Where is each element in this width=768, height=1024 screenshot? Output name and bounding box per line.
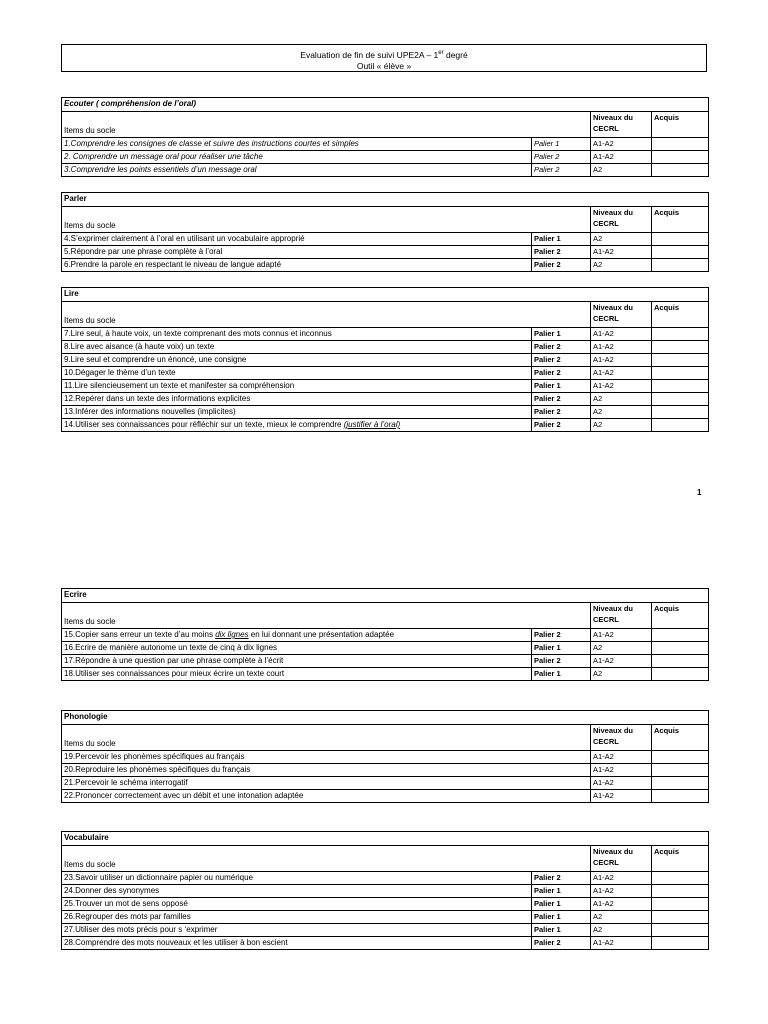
acquis-cell[interactable]: [652, 898, 709, 911]
acquis-cell[interactable]: [652, 790, 709, 803]
niveau: A1-A2: [591, 380, 652, 393]
niveaux-header: Niveaux du CECRL: [591, 112, 652, 138]
acquis-header: Acquis: [652, 725, 709, 751]
table-row: [62, 790, 709, 803]
acquis-cell[interactable]: [652, 246, 709, 259]
niveau: A1-A2: [591, 872, 652, 885]
item-text: 28.Comprendre des mots nouveaux et les utiliser à bon escient: [62, 937, 532, 950]
item-text: 17.Répondre à une question par une phrase complète à l’écrit: [62, 655, 532, 668]
palier: Palier 2: [532, 341, 591, 354]
acquis-cell[interactable]: [652, 764, 709, 777]
section-title: Lire: [62, 288, 709, 302]
table-row: [62, 259, 709, 272]
table-row: [62, 764, 709, 777]
table-row: [62, 885, 709, 898]
palier: Palier 1: [532, 924, 591, 937]
table-row: [62, 406, 709, 419]
niveau: A1-A2: [591, 246, 652, 259]
item-text: 27.Utiliser des mots précis pour s ‘exprimer: [62, 924, 532, 937]
item-text: 7.Lire seul, à haute voix, un texte comprenant des mots connus et inconnus: [62, 328, 532, 341]
palier: Palier 1: [532, 138, 591, 151]
title-line-1: Evaluation de fin de suivi UPE2A – 1er degré: [300, 49, 468, 60]
palier: Palier 1: [532, 885, 591, 898]
palier: Palier 1: [532, 642, 591, 655]
section-title: Parler: [62, 193, 709, 207]
section-title: Phonologie: [62, 711, 709, 725]
niveaux-header: Niveaux du CECRL: [591, 725, 652, 751]
acquis-cell[interactable]: [652, 642, 709, 655]
item-text: 6.Prendre la parole en respectant le niveau de langue adapté: [62, 259, 532, 272]
niveau: A2: [591, 911, 652, 924]
item-text: 25.Trouver un mot de sens opposé: [62, 898, 532, 911]
section-title: Vocabulaire: [62, 832, 709, 846]
acquis-cell[interactable]: [652, 751, 709, 764]
section-parler: [61, 192, 709, 272]
item-text: 24.Donner des synonymes: [62, 885, 532, 898]
document-title: [61, 44, 707, 72]
palier: Palier 2: [532, 937, 591, 950]
item-text: 13.Inférer des informations nouvelles (implicites): [62, 406, 532, 419]
section-lire: [61, 287, 709, 432]
section-title: Ecrire: [62, 589, 709, 603]
items-header: Items du socle: [62, 603, 591, 629]
table-row: [62, 328, 709, 341]
niveaux-header: Niveaux du CECRL: [591, 603, 652, 629]
section-phonologie: [61, 710, 709, 803]
item-text: 18.Utiliser ses connaissances pour mieux écrire un texte court: [62, 668, 532, 681]
section-title: Ecouter ( compréhension de l’oral): [62, 98, 709, 112]
palier: Palier 1: [532, 898, 591, 911]
niveau: A1-A2: [591, 138, 652, 151]
acquis-header: Acquis: [652, 846, 709, 872]
acquis-header: Acquis: [652, 112, 709, 138]
items-header: Items du socle: [62, 112, 591, 138]
item-text: 14.Utiliser ses connaissances pour réfléchir sur un texte, mieux le comprendre (justifier à l’oral): [62, 419, 532, 432]
table-row: [62, 629, 709, 642]
section-ecrire: [61, 588, 709, 681]
acquis-cell[interactable]: [652, 937, 709, 950]
table-row: [62, 341, 709, 354]
acquis-cell[interactable]: [652, 380, 709, 393]
acquis-cell[interactable]: [652, 259, 709, 272]
palier: Palier 2: [532, 655, 591, 668]
palier: Palier 1: [532, 233, 591, 246]
item-text: 9.Lire seul et comprendre un énoncé, une consigne: [62, 354, 532, 367]
section-ecouter: [61, 97, 709, 177]
palier: Palier 2: [532, 259, 591, 272]
table-row: [62, 655, 709, 668]
palier: Palier 2: [532, 406, 591, 419]
niveau: A2: [591, 233, 652, 246]
items-header: Items du socle: [62, 302, 591, 328]
table-row: [62, 354, 709, 367]
niveau: A1-A2: [591, 898, 652, 911]
palier: Palier 2: [532, 354, 591, 367]
acquis-cell[interactable]: [652, 328, 709, 341]
acquis-cell[interactable]: [652, 924, 709, 937]
acquis-cell[interactable]: [652, 629, 709, 642]
table-row: [62, 872, 709, 885]
acquis-cell[interactable]: [652, 777, 709, 790]
acquis-cell[interactable]: [652, 419, 709, 432]
acquis-header: Acquis: [652, 207, 709, 233]
palier: Palier 1: [532, 380, 591, 393]
acquis-cell[interactable]: [652, 138, 709, 151]
item-text: 11.Lire silencieusement un texte et manifester sa compréhension: [62, 380, 532, 393]
item-text: 23.Savoir utiliser un dictionnaire papier ou numérique: [62, 872, 532, 885]
item-text: 1.Comprendre les consignes de classe et suivre des instructions courtes et simples: [62, 138, 532, 151]
palier: Palier 2: [532, 872, 591, 885]
table-row: [62, 419, 709, 432]
item-text: 21.Percevoir le schéma interrogatif: [62, 777, 591, 790]
acquis-cell[interactable]: [652, 354, 709, 367]
niveau: A1-A2: [591, 937, 652, 950]
table-row: [62, 751, 709, 764]
item-text: 5.Répondre par une phrase complète à l’oral: [62, 246, 532, 259]
item-text: 10.Dégager le thème d’un texte: [62, 367, 532, 380]
table-row: [62, 777, 709, 790]
niveau: A2: [591, 164, 652, 177]
acquis-cell[interactable]: [652, 164, 709, 177]
item-text: 22.Prononcer correctement avec un débit et une intonation adaptée: [62, 790, 591, 803]
acquis-cell[interactable]: [652, 655, 709, 668]
item-text: 19.Percevoir les phonèmes spécifiques au français: [62, 751, 591, 764]
table-row: [62, 898, 709, 911]
palier: Palier 1: [532, 911, 591, 924]
acquis-header: Acquis: [652, 603, 709, 629]
niveau: A1-A2: [591, 751, 652, 764]
table-row: [62, 924, 709, 937]
niveau: A1-A2: [591, 367, 652, 380]
niveaux-header: Niveaux du CECRL: [591, 846, 652, 872]
table-row: [62, 642, 709, 655]
niveaux-header: Niveaux du CECRL: [591, 207, 652, 233]
acquis-cell[interactable]: [652, 341, 709, 354]
acquis-cell[interactable]: [652, 393, 709, 406]
table-row: [62, 668, 709, 681]
palier: Palier 2: [532, 164, 591, 177]
niveau: A1-A2: [591, 885, 652, 898]
acquis-cell[interactable]: [652, 872, 709, 885]
table-row: [62, 911, 709, 924]
table-row: [62, 164, 709, 177]
acquis-cell[interactable]: [652, 151, 709, 164]
niveau: A2: [591, 668, 652, 681]
title-line-2: Outil « élève »: [356, 60, 412, 71]
table-row: [62, 233, 709, 246]
acquis-cell[interactable]: [652, 885, 709, 898]
niveau: A2: [591, 419, 652, 432]
palier: Palier 2: [532, 151, 591, 164]
palier: Palier 2: [532, 393, 591, 406]
items-header: Items du socle: [62, 207, 591, 233]
niveaux-header: Niveaux du CECRL: [591, 302, 652, 328]
item-text: 20.Reproduire les phonèmes spécifiques du français: [62, 764, 591, 777]
table-row: [62, 380, 709, 393]
niveau: A1-A2: [591, 151, 652, 164]
item-text: 2. Comprendre un message oral pour réaliser une tâche: [62, 151, 532, 164]
niveau: A1-A2: [591, 655, 652, 668]
table-row: [62, 246, 709, 259]
acquis-cell[interactable]: [652, 233, 709, 246]
item-text: 15.Copier sans erreur un texte d’au moins dix lignes en lui donnant une présentation adaptée: [62, 629, 532, 642]
item-text: 8.Lire avec aisance (à haute voix) un texte: [62, 341, 532, 354]
niveau: A2: [591, 924, 652, 937]
acquis-cell[interactable]: [652, 668, 709, 681]
table-row: [62, 367, 709, 380]
item-text: 26.Regrouper des mots par familles: [62, 911, 532, 924]
items-header: Items du socle: [62, 725, 591, 751]
acquis-header: Acquis: [652, 302, 709, 328]
niveau: A1-A2: [591, 764, 652, 777]
acquis-cell[interactable]: [652, 911, 709, 924]
item-text: 4.S’exprimer clairement à l’oral en utilisant un vocabulaire approprié: [62, 233, 532, 246]
acquis-cell[interactable]: [652, 406, 709, 419]
niveau: A1-A2: [591, 790, 652, 803]
niveau: A1-A2: [591, 328, 652, 341]
table-row: [62, 393, 709, 406]
table-row: [62, 937, 709, 950]
niveau: A1-A2: [591, 777, 652, 790]
niveau: A2: [591, 393, 652, 406]
palier: Palier 1: [532, 328, 591, 341]
niveau: A2: [591, 259, 652, 272]
niveau: A1-A2: [591, 629, 652, 642]
section-vocabulaire: [61, 831, 709, 950]
niveau: A2: [591, 642, 652, 655]
item-text: 12.Repérer dans un texte des informations explicites: [62, 393, 532, 406]
palier: Palier 2: [532, 367, 591, 380]
palier: Palier 2: [532, 629, 591, 642]
palier: Palier 2: [532, 246, 591, 259]
table-row: [62, 138, 709, 151]
acquis-cell[interactable]: [652, 367, 709, 380]
palier: Palier 1: [532, 668, 591, 681]
palier: Palier 2: [532, 419, 591, 432]
item-text: 16.Ecrire de manière autonome un texte de cinq à dix lignes: [62, 642, 532, 655]
page-number: 1: [697, 488, 702, 497]
niveau: A1-A2: [591, 354, 652, 367]
niveau: A2: [591, 406, 652, 419]
niveau: A1-A2: [591, 341, 652, 354]
items-header: Items du socle: [62, 846, 591, 872]
item-text: 3.Comprendre les points essentiels d’un message oral: [62, 164, 532, 177]
table-row: [62, 151, 709, 164]
